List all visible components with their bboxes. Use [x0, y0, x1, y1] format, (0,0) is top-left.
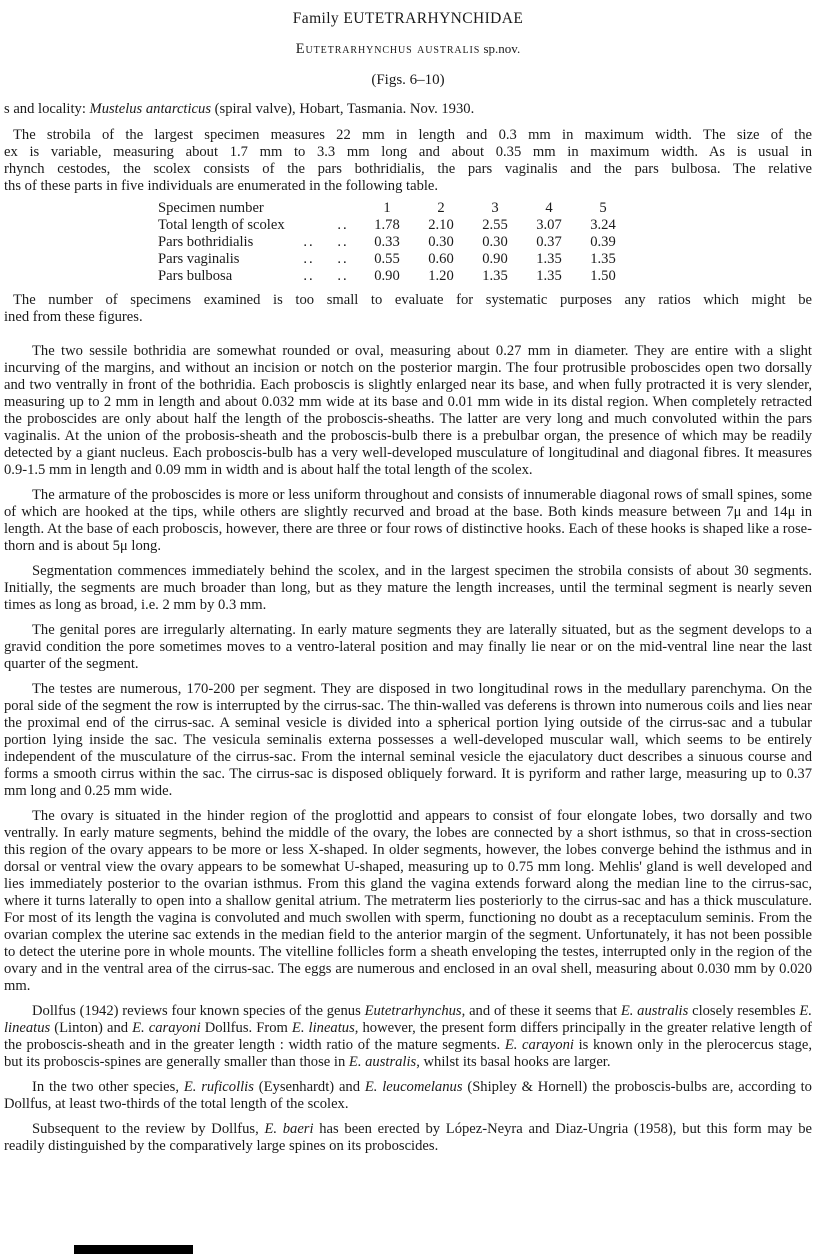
specimen-note-paragraph [4, 292, 812, 326]
paragraph-segmentation: Segmentation commences immediately behind the scolex, and in the largest specimen the strobila consists of about 30 segments. Initially, the segments are much broader than long, but as they mature the length increases, until the terminal segment is nearly seven times as long as broad, i.e. 2 mm by 0.3 mm. [4, 563, 812, 613]
text-line: ths of these parts in five individuals are enumerated in the following table. [4, 178, 439, 194]
leader-dots: .. [337, 234, 349, 250]
leader-dots: .. [303, 251, 315, 267]
table-cell: 2.10 [428, 217, 454, 233]
text-line: rhynch cestodes, the scolex consists of the pars bothridialis, the pars vaginalis and the pars bulbosa. The relative [4, 161, 812, 177]
table-cell: 0.37 [536, 234, 562, 250]
species-name: Eutetrarhynchus australis [295, 41, 481, 57]
table-cell: 2 [437, 200, 445, 216]
paragraph-other-species: In the two other species, E. ruficollis (Eysenhardt) and E. leucomelanus (Shipley & Hornell) the proboscis-bulbs are, according to Dollfus, at least two-thirds of the total length of the scolex. [4, 1079, 812, 1112]
table-cell: 1 [383, 200, 391, 216]
table-row-label: Pars vaginalis [158, 251, 240, 267]
table-cell: 0.39 [590, 234, 616, 250]
table-cell: 1.35 [590, 251, 616, 267]
table-cell: 2.55 [482, 217, 508, 233]
text-line: The strobila of the largest specimen measures 22 mm in length and 0.3 mm in maximum width. The size of the [13, 127, 812, 143]
text-line: ined from these figures. [4, 309, 143, 325]
table-cell: 1.50 [590, 268, 616, 284]
table-cell: 3.24 [590, 217, 616, 233]
table-row [158, 217, 812, 234]
host-locality-line: s and locality: Mustelus antarcticus (spiral valve), Hobart, Tasmania. Nov. 1930. [4, 101, 475, 117]
text-line: The number of specimens examined is too small to evaluate for systematic purposes any ratios which might be [13, 292, 812, 308]
scolex-measurement-table [158, 200, 812, 285]
paragraph-e-baeri: Subsequent to the review by Dollfus, E. baeri has been erected by López-Neyra and Diaz-Ungria (1958), but this form may be readily distinguished by the comparatively large spines on its proboscides. [4, 1121, 812, 1154]
table-row [158, 251, 812, 268]
leader-dots [292, 200, 326, 217]
table-cell: 3.07 [536, 217, 562, 233]
paragraph-armature: The armature of the proboscides is more or less uniform throughout and consists of innumerable diagonal rows of small spines, some of which are hooked at the tips, while others are slightly recurved and broad at the base. Both kinds measure between 7μ and 14μ in length. At the base of each proboscis, however, there are three or four rows of distinctive hooks. Each of these hooks is shaped like a rose-thorn and is about 5μ long. [4, 487, 812, 554]
table-cell: 5 [599, 200, 607, 216]
table-cell: 0.55 [374, 251, 400, 267]
figures-caption: (Figs. 6–10) [371, 72, 445, 88]
table-row-label: Pars bulbosa [158, 268, 233, 284]
table-cell: 0.33 [374, 234, 400, 250]
leader-dots: .. [337, 268, 349, 284]
table-cell: 3 [491, 200, 499, 216]
paragraph-dollfus-review: Dollfus (1942) reviews four known species of the genus Eutetrarhynchus, and of these it seems that E. australis closely resembles E. lineatus (Linton) and E. carayoni Dollfus. From E. lineatus, however, the present form differs principally in the greater relative length of the proboscis-sheath and in the greater length : width ratio of the mature segments. E. carayoni is known only in the plerocercus stage, but its proboscis-spines are generally smaller than those in E. australis, whilst its basal hooks are larger. [4, 1003, 813, 1070]
leader-dots: .. [337, 217, 349, 233]
leader-dots [326, 200, 360, 217]
intro-paragraph [4, 127, 812, 195]
species-suffix: sp.nov. [480, 41, 521, 56]
table-cell: 1.78 [374, 217, 400, 233]
table-cell: 1.20 [428, 268, 454, 284]
table-cell: 0.90 [374, 268, 400, 284]
leader-dots [292, 217, 326, 234]
paragraph-testes: The testes are numerous, 170-200 per segment. They are disposed in two longitudinal rows in the medullary parenchyma. On the poral side of the segment the row is interrupted by the cirrus-sac. The thin-walled vas deferens is thrown into numerous coils and lies near the proximal end of the cirrus-sac. A seminal vesicle is divided into a spherical portion lying outside of the cirrus-sac and a tubular portion lying inside the sac. The vesicula seminalis externa possesses a well-developed muscular wall, which seems to be entirely independent of the musculature of the cirrus-sac. From the internal seminal vesicle the ejaculatory duct describes a sinuous course and forms a smooth cirrus within the sac. The cirrus-sac is disposed obliquely forward. It is pyriform and rather large, measuring up to 0.37 mm long and 0.25 mm wide. [4, 681, 812, 799]
paragraph-genital-pores: The genital pores are irregularly alternating. In early mature segments they are laterally situated, but as the segment develops to a gravid condition the pore sometimes moves to a ventro-lateral position and may finally lie near or on the mid-ventral line near the last quarter of the segment. [4, 622, 812, 672]
text-line: ex is variable, measuring about 1.7 mm to 3.3 mm long and about 0.35 mm in maximum width. As is usual in [4, 144, 812, 160]
table-cell: 1.35 [536, 268, 562, 284]
table-cell: 0.30 [428, 234, 454, 250]
family-title: Family EUTETRARHYNCHIDAE [292, 10, 524, 27]
species-heading [4, 40, 812, 58]
table-row-label: Total length of scolex [158, 217, 285, 233]
leader-dots: .. [337, 251, 349, 267]
table-cell: 4 [545, 200, 553, 216]
table-row [158, 268, 812, 285]
table-row [158, 200, 812, 217]
table-row [158, 234, 812, 251]
table-cell: 0.30 [482, 234, 508, 250]
table-cell: 1.35 [482, 268, 508, 284]
leader-dots: .. [303, 234, 315, 250]
table-row-label: Specimen number [158, 200, 264, 216]
paragraph-bothridia: The two sessile bothridia are somewhat rounded or oval, measuring about 0.27 mm in diameter. They are entire with a slight incurving of the margins, and without an incision or notch on the posterior margin. The four protrusible proboscides open two dorsally and two ventrally in front of the bothridia. Each proboscis is slightly enlarged near its base, and when fully protracted it is very slender, measuring up to 2 mm in length and about 0.032 mm wide at its base and 0.01 mm wide in its distal region. When completely retracted the proboscides are only about half the length of the proboscis-sheaths. The latter are very long and much convoluted within the pars vaginalis. At the union of the probosis-sheath and the proboscis-bulb there is a prebulbar organ, the presence of which may be readily detected by a giant nucleus. Each proboscis-bulb has a very well-developed musculature of longitudinal and diagonal fibres. It measures 0.9-1.5 mm in length and 0.09 mm in width and is about half the total length of the scolex. [4, 343, 812, 478]
table-cell: 1.35 [536, 251, 562, 267]
scan-artifact-mark [74, 1245, 193, 1254]
paragraph-ovary: The ovary is situated in the hinder region of the proglottid and appears to consist of four elongate lobes, two dorsally and two ventrally. In early mature segments, behind the middle of the ovary, the lobes are connected by a short isthmus, so that in cross-section this region of the ovary appears to be more or less X-shaped. In older segments, however, the lobes converge behind the isthmus and in dorsal or ventral view the ovary appears to be somewhat U-shaped, measuring up to 0.75 mm long. Mehlis' gland is well developed and lies immediately posterior to the ovarian isthmus. From this gland the vagina extends forward along the median line to the cirrus-sac, where it turns laterally to open into a shallow genital atrium. The metraterm lies posteriorly to the cirrus-sac and has a thick musculature. For most of its length the vagina is convoluted and much swollen with sperm, functioning no doubt as a receptaculum seminis. From the ovarian complex the uterine sac extends in the median field to the anterior margin of the segment. Unfortunately, it has not been possible to detect the uterine pore in whole mounts. The vitelline follicles form a sheath enveloping the testes, interrupted only in the region of the ovary and in the ventral area of the cirrus-sac. The eggs are numerous and enclosed in an oval shell, measuring about 0.030 mm by 0.020 mm. [4, 808, 812, 994]
leader-dots: .. [303, 268, 315, 284]
table-row-label: Pars bothridialis [158, 234, 254, 250]
table-cell: 0.90 [482, 251, 508, 267]
table-cell: 0.60 [428, 251, 454, 267]
